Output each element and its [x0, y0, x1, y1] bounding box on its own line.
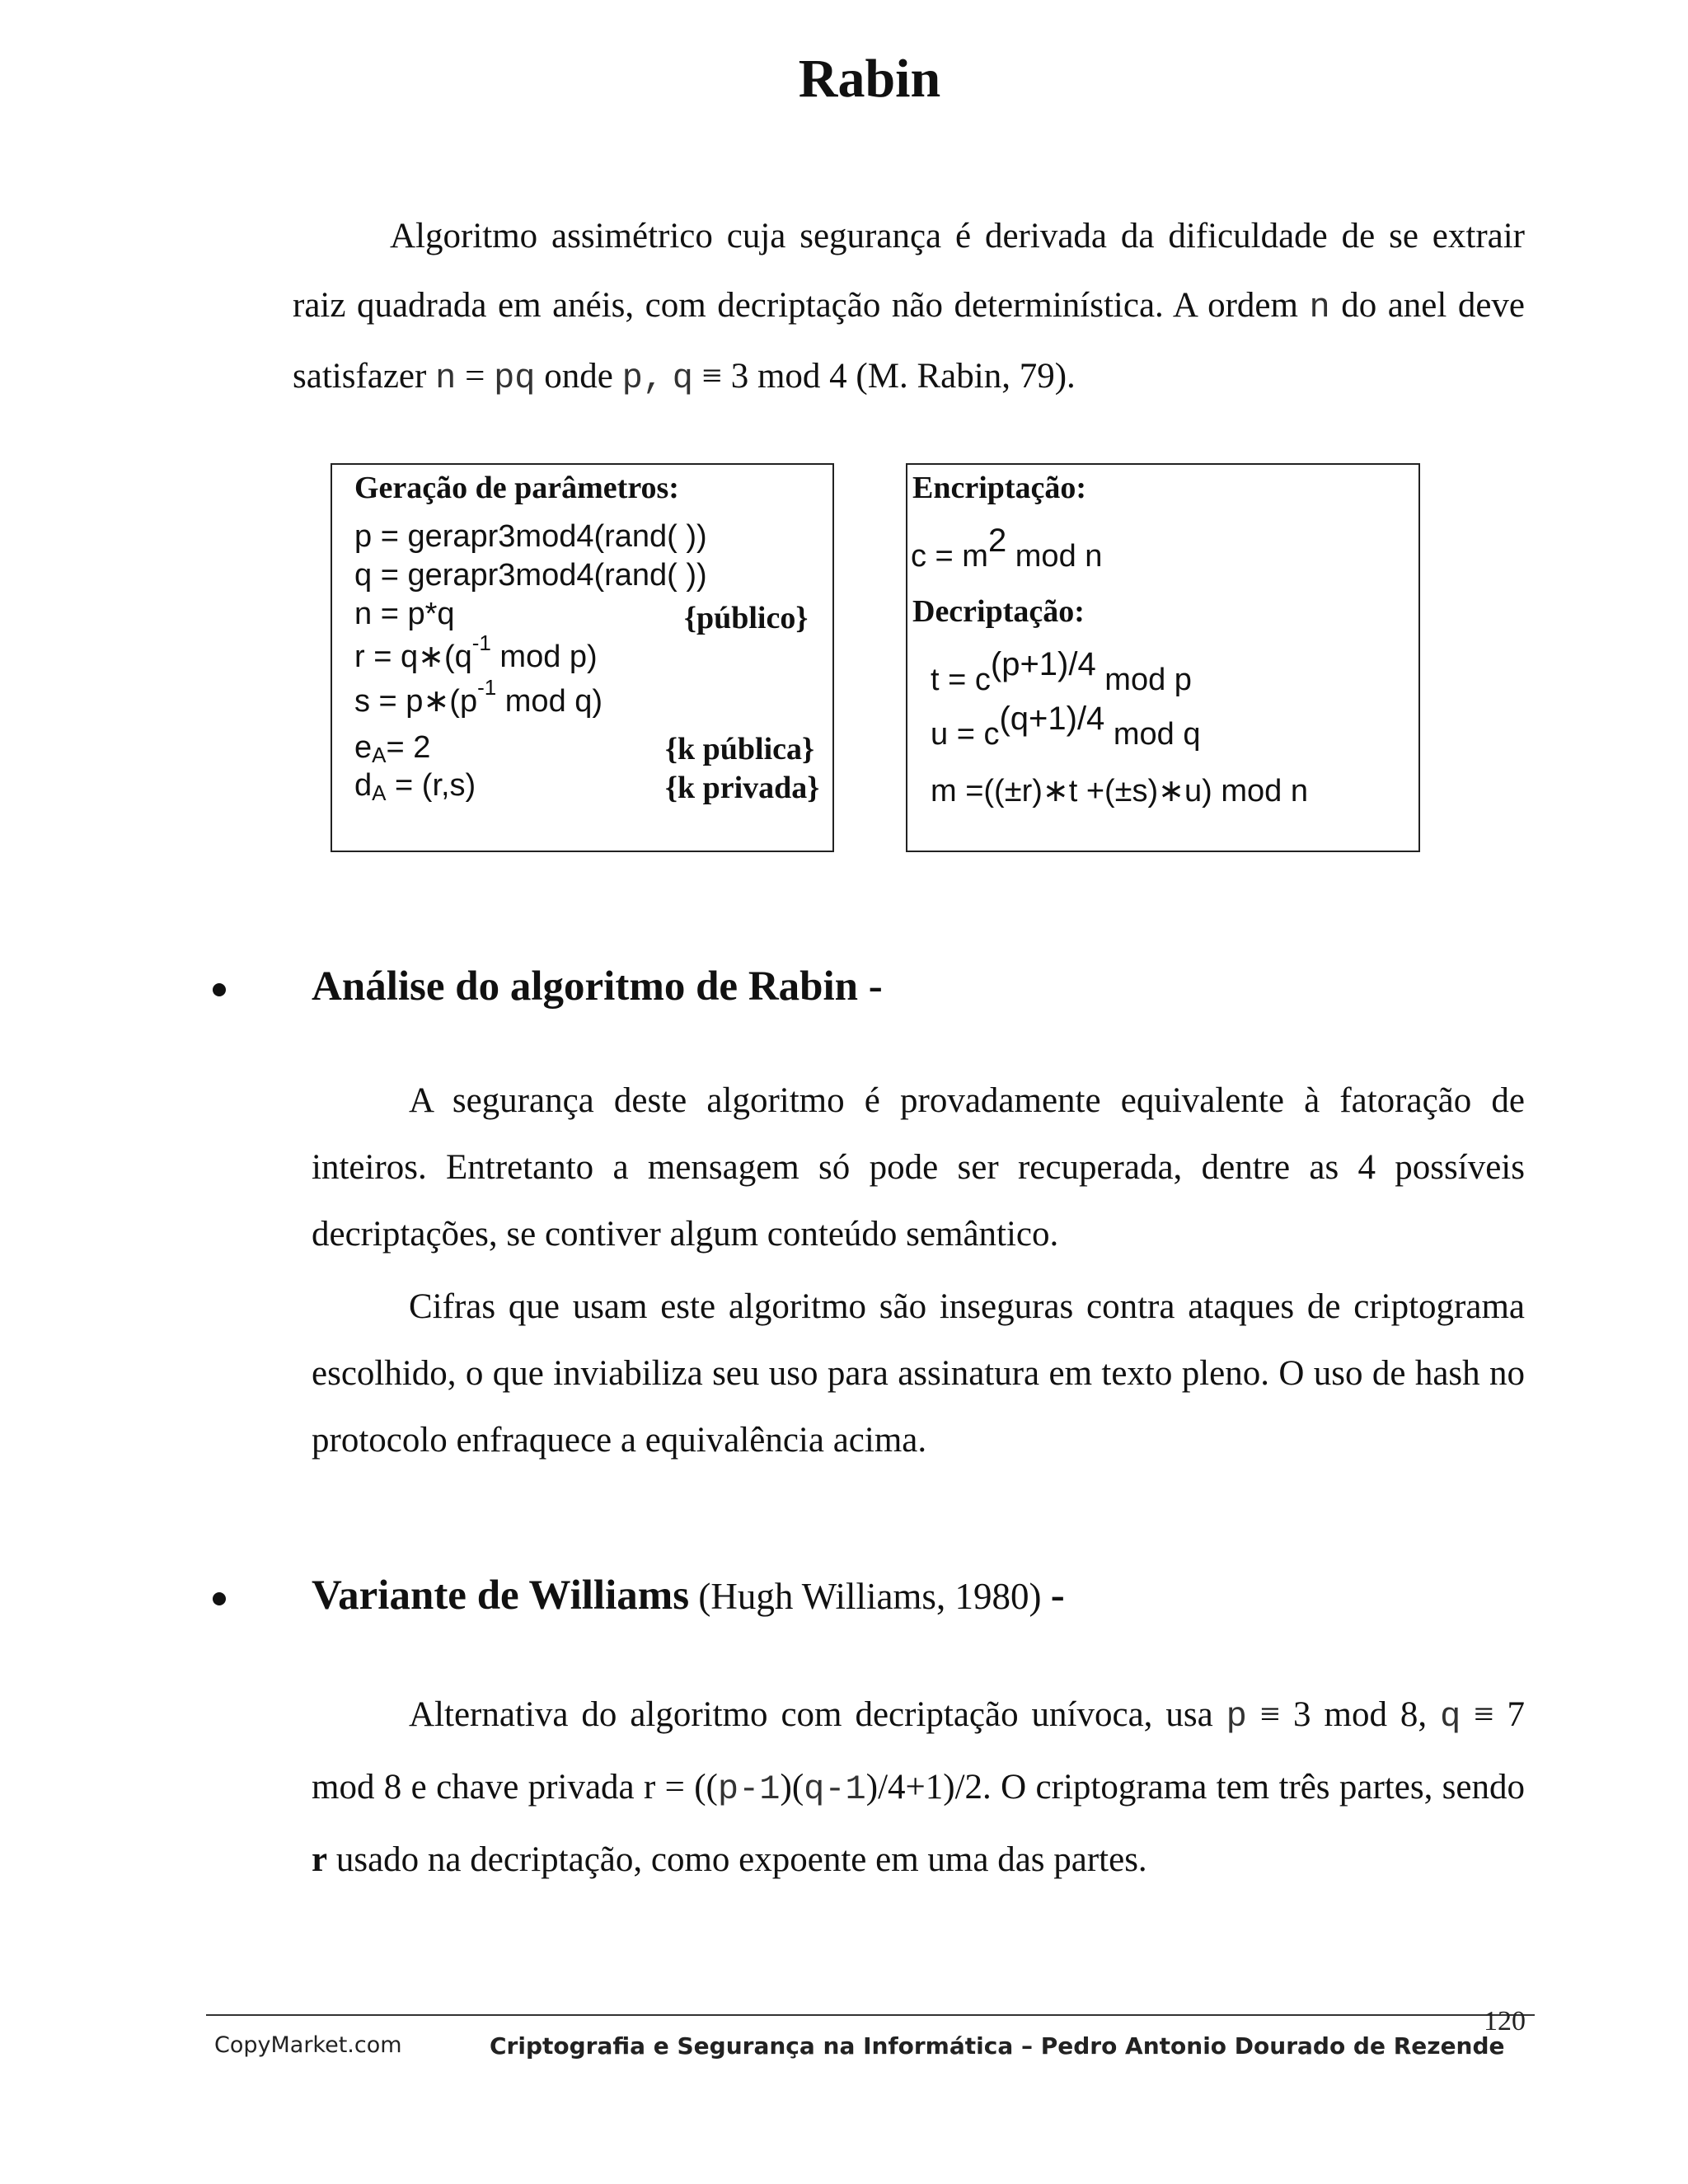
- analysis-heading: Análise do algoritmo de Rabin -: [312, 963, 883, 1010]
- u-text: mod q: [1104, 717, 1201, 752]
- decryption-heading: Decriptação:: [912, 594, 1085, 629]
- r-exponent: -1: [471, 630, 491, 655]
- d-subscript: A: [372, 780, 387, 805]
- param-line-s: [354, 675, 603, 719]
- s-text: s = p: [354, 684, 424, 719]
- williams-heading-dash: -: [1050, 1572, 1065, 1619]
- var-p: p: [1226, 1697, 1247, 1736]
- var-q-minus-1: q-1: [804, 1769, 866, 1809]
- t-text: mod p: [1095, 663, 1192, 697]
- williams-paragraph: [312, 1680, 1525, 1896]
- analysis-text-2: Cifras que usam este algoritmo são inseguras contra ataques de criptograma escolhido, o que inviabiliza seu uso para assinatura em texto pleno. O uso de hash no protocolo enfraquece a equivalência acima.: [312, 1287, 1525, 1460]
- var-n: n: [435, 359, 457, 398]
- analysis-paragraph-1: [312, 1067, 1525, 1268]
- c-exponent: 2: [987, 523, 1007, 559]
- encryption-heading: Encriptação:: [912, 471, 1087, 505]
- encryption-decryption-box: [906, 463, 1420, 852]
- d-text: = (r,s): [386, 768, 476, 803]
- intro-text: [663, 357, 673, 396]
- r-text: mod p): [490, 640, 598, 674]
- williams-text: )(: [780, 1768, 804, 1807]
- intro-text: Algoritmo assimétrico cuja segurança é derivada da dificuldade de se extrair raiz quadrada em anéis, com decriptação não determinística. A ordem: [293, 217, 1525, 325]
- analysis-paragraph-2: [312, 1273, 1525, 1474]
- r-star: ∗: [418, 640, 444, 674]
- williams-text: )/4+1)/2. O criptograma tem três partes, sendo: [865, 1768, 1525, 1807]
- williams-heading-bold: Variante de Williams: [312, 1572, 690, 1619]
- param-line-d: [354, 768, 476, 804]
- param-line-q: q = gerapr3mod4(rand( )): [354, 558, 707, 593]
- var-p-minus-1: p-1: [717, 1769, 781, 1809]
- page-title: Rabin: [798, 49, 941, 109]
- enc-line-c: [911, 523, 1103, 574]
- public-key-tag: {k pública}: [665, 732, 814, 766]
- var-q: q: [672, 359, 693, 398]
- dec-line-t: [931, 646, 1192, 698]
- u-exponent: (q+1)/4: [999, 701, 1105, 737]
- e-subscript: A: [372, 743, 387, 767]
- bullet-williams: [213, 1592, 226, 1605]
- intro-text: do anel deve satisfazer: [293, 286, 1525, 396]
- williams-text: ≡ 3 mod 8,: [1246, 1695, 1441, 1734]
- t-exponent: (p+1)/4: [990, 646, 1096, 682]
- param-line-p: p = gerapr3mod4(rand( )): [354, 519, 707, 554]
- param-line-e: [354, 730, 430, 766]
- s-star: ∗: [423, 684, 450, 719]
- d-text: d: [354, 768, 373, 803]
- footer-book-title: Criptografia e Segurança na Informática – Pedro Antonio Dourado de Rezende: [490, 2032, 1505, 2060]
- williams-heading-citation: (Hugh Williams, 1980): [689, 1576, 1051, 1617]
- williams-heading: [312, 1572, 1065, 1619]
- intro-paragraph: [293, 202, 1525, 413]
- dec-line-m: m =((±r)∗t +(±s)∗u) mod n: [931, 774, 1308, 808]
- intro-text: onde: [535, 357, 622, 396]
- footer-divider: [206, 2014, 1535, 2016]
- e-text: = 2: [386, 730, 431, 765]
- u-text: u = c: [931, 717, 1000, 752]
- public-tag: {público}: [684, 601, 809, 635]
- e-text: e: [354, 730, 373, 765]
- bullet-analysis: [213, 983, 226, 996]
- footer-publisher: CopyMarket.com: [214, 2032, 402, 2058]
- param-line-n: n = p*q: [354, 597, 455, 631]
- var-q: q: [1440, 1697, 1461, 1736]
- s-text: mod q): [496, 684, 603, 719]
- private-key-tag: {k privada}: [665, 771, 820, 805]
- intro-text: =: [456, 357, 495, 396]
- c-text: mod n: [1006, 539, 1103, 574]
- param-line-r: [354, 630, 598, 675]
- var-r-bold: r: [312, 1840, 328, 1879]
- intro-text: ≡ 3 mod 4 (M. Rabin, 79).: [692, 357, 1076, 396]
- s-exponent: -1: [477, 675, 497, 700]
- parameter-generation-box: [331, 463, 834, 852]
- t-text: t = c: [931, 663, 991, 697]
- param-box-heading: Geração de parâmetros:: [354, 471, 679, 505]
- williams-text: usado na decriptação, como expoente em uma das partes.: [327, 1840, 1147, 1879]
- var-n: n: [1309, 288, 1330, 327]
- williams-text: ≡ 7 mod 8 e chave privada r = ((: [312, 1695, 1525, 1807]
- r-text: (q: [443, 640, 472, 674]
- var-p: p,: [621, 359, 664, 398]
- s-text: (p: [449, 684, 478, 719]
- williams-text: Alternativa do algoritmo com decriptação unívoca, usa: [409, 1695, 1226, 1734]
- dec-line-u: [931, 701, 1201, 752]
- var-pq: pq: [494, 359, 536, 398]
- r-text: r = q: [354, 640, 419, 674]
- analysis-text-1: A segurança deste algoritmo é provadamente equivalente à fatoração de inteiros. Entretanto a mensagem só pode ser recuperada, dentre as 4 possíveis decriptações, se contiver algum conteúdo semântico.: [312, 1081, 1525, 1254]
- c-text: c = m: [911, 539, 988, 574]
- page-number: 120: [1484, 2006, 1526, 2036]
